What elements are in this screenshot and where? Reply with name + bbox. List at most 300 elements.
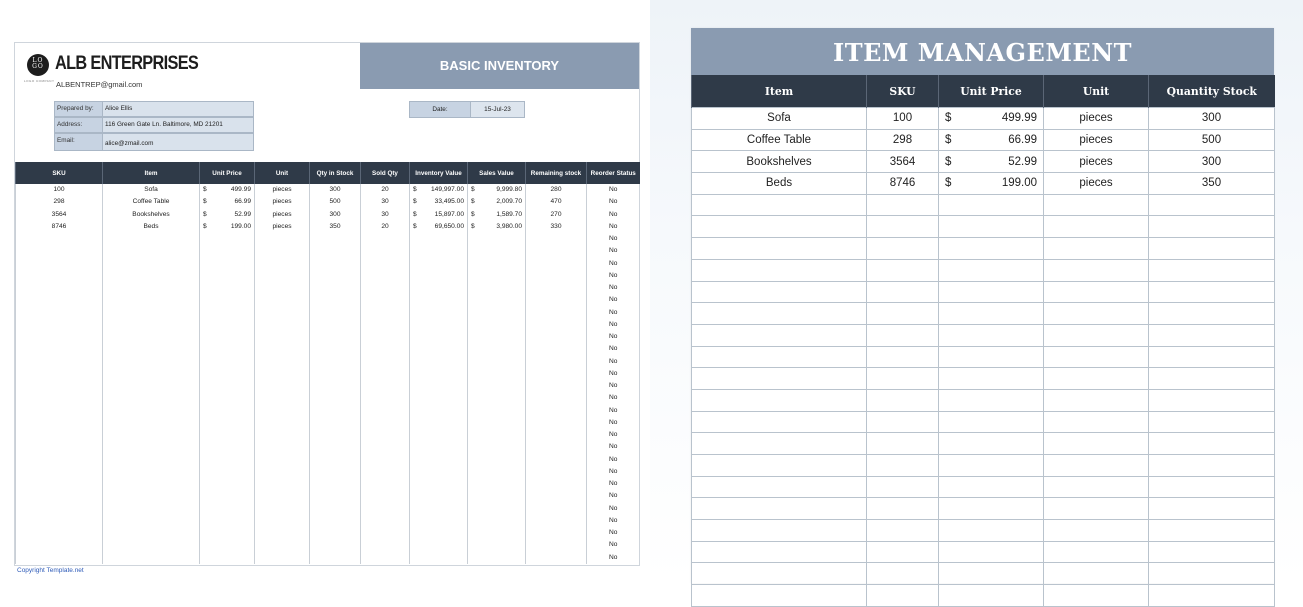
empty-cell[interactable] xyxy=(200,343,255,355)
reorder-status-cell[interactable]: No xyxy=(587,454,640,466)
empty-cell[interactable] xyxy=(103,233,200,245)
empty-cell[interactable] xyxy=(310,552,361,564)
inventory-value-cell[interactable] xyxy=(410,209,468,221)
sku-cell[interactable]: 100 xyxy=(16,184,103,196)
empty-cell[interactable] xyxy=(103,552,200,564)
reorder-status-cell[interactable]: No xyxy=(587,245,640,257)
empty-cell[interactable] xyxy=(867,389,939,411)
empty-cell[interactable] xyxy=(103,503,200,515)
empty-cell[interactable] xyxy=(1044,541,1149,563)
empty-cell[interactable] xyxy=(103,282,200,294)
reorder-status-cell[interactable]: No xyxy=(587,196,640,208)
empty-cell[interactable] xyxy=(16,368,103,380)
empty-cell[interactable] xyxy=(410,417,468,429)
empty-cell[interactable] xyxy=(867,433,939,455)
empty-cell[interactable] xyxy=(410,331,468,343)
empty-cell[interactable] xyxy=(1149,281,1275,303)
empty-cell[interactable] xyxy=(1044,194,1149,216)
empty-cell[interactable] xyxy=(526,478,587,490)
empty-cell[interactable] xyxy=(410,294,468,306)
remaining-stock-cell[interactable]: 280 xyxy=(526,184,587,196)
empty-cell[interactable] xyxy=(692,259,867,281)
empty-cell[interactable] xyxy=(939,368,1044,390)
empty-cell[interactable] xyxy=(526,527,587,539)
empty-cell[interactable] xyxy=(1149,411,1275,433)
empty-cell[interactable] xyxy=(1149,389,1275,411)
empty-cell[interactable] xyxy=(1149,368,1275,390)
reorder-status-cell[interactable]: No xyxy=(587,282,640,294)
empty-cell[interactable] xyxy=(410,503,468,515)
empty-cell[interactable] xyxy=(200,380,255,392)
reorder-status-cell[interactable]: No xyxy=(587,331,640,343)
empty-cell[interactable] xyxy=(867,541,939,563)
empty-cell[interactable] xyxy=(200,356,255,368)
empty-cell[interactable] xyxy=(410,307,468,319)
empty-cell[interactable] xyxy=(200,270,255,282)
empty-cell[interactable] xyxy=(255,245,310,257)
empty-cell[interactable] xyxy=(255,343,310,355)
empty-cell[interactable] xyxy=(867,259,939,281)
empty-cell[interactable] xyxy=(468,270,526,282)
reorder-status-cell[interactable]: No xyxy=(587,466,640,478)
empty-cell[interactable] xyxy=(410,319,468,331)
empty-cell[interactable] xyxy=(200,368,255,380)
empty-cell[interactable] xyxy=(103,343,200,355)
empty-cell[interactable] xyxy=(310,503,361,515)
empty-cell[interactable] xyxy=(255,270,310,282)
empty-cell[interactable] xyxy=(255,539,310,551)
empty-cell[interactable] xyxy=(410,270,468,282)
empty-cell[interactable] xyxy=(410,392,468,404)
empty-cell[interactable] xyxy=(16,392,103,404)
sales-value-cell[interactable] xyxy=(468,184,526,196)
empty-cell[interactable] xyxy=(692,563,867,585)
reorder-status-cell[interactable]: No xyxy=(587,209,640,221)
empty-cell[interactable] xyxy=(310,515,361,527)
empty-cell[interactable] xyxy=(468,527,526,539)
empty-cell[interactable] xyxy=(410,405,468,417)
empty-cell[interactable] xyxy=(1149,259,1275,281)
empty-cell[interactable] xyxy=(410,490,468,502)
empty-cell[interactable] xyxy=(103,307,200,319)
empty-cell[interactable] xyxy=(867,411,939,433)
empty-cell[interactable] xyxy=(310,466,361,478)
empty-cell[interactable] xyxy=(255,454,310,466)
empty-cell[interactable] xyxy=(103,368,200,380)
empty-cell[interactable] xyxy=(468,417,526,429)
unit-cell[interactable]: pieces xyxy=(255,209,310,221)
sku-cell[interactable]: 3564 xyxy=(16,209,103,221)
quantity-stock-cell[interactable]: 300 xyxy=(1149,151,1275,173)
empty-cell[interactable] xyxy=(200,552,255,564)
empty-cell[interactable] xyxy=(16,478,103,490)
unit-price-cell[interactable] xyxy=(200,184,255,196)
empty-cell[interactable] xyxy=(361,356,410,368)
empty-cell[interactable] xyxy=(200,417,255,429)
empty-cell[interactable] xyxy=(526,307,587,319)
email-value[interactable]: alice@zmail.com xyxy=(103,133,254,151)
empty-cell[interactable] xyxy=(939,346,1044,368)
reorder-status-cell[interactable]: No xyxy=(587,417,640,429)
reorder-status-cell[interactable]: No xyxy=(587,307,640,319)
sales-value-cell[interactable] xyxy=(468,196,526,208)
empty-cell[interactable] xyxy=(310,405,361,417)
empty-cell[interactable] xyxy=(526,441,587,453)
empty-cell[interactable] xyxy=(410,343,468,355)
empty-cell[interactable] xyxy=(16,356,103,368)
empty-cell[interactable] xyxy=(410,478,468,490)
unit-price-cell[interactable] xyxy=(939,108,1044,130)
empty-cell[interactable] xyxy=(1149,303,1275,325)
empty-cell[interactable] xyxy=(1044,433,1149,455)
empty-cell[interactable] xyxy=(867,563,939,585)
unit-cell[interactable]: pieces xyxy=(1044,151,1149,173)
empty-cell[interactable] xyxy=(468,343,526,355)
empty-cell[interactable] xyxy=(361,429,410,441)
empty-cell[interactable] xyxy=(692,194,867,216)
reorder-status-cell[interactable]: No xyxy=(587,380,640,392)
empty-cell[interactable] xyxy=(310,307,361,319)
empty-cell[interactable] xyxy=(1149,324,1275,346)
empty-cell[interactable] xyxy=(526,233,587,245)
empty-cell[interactable] xyxy=(310,343,361,355)
empty-cell[interactable] xyxy=(310,527,361,539)
empty-cell[interactable] xyxy=(16,490,103,502)
empty-cell[interactable] xyxy=(526,331,587,343)
empty-cell[interactable] xyxy=(692,541,867,563)
empty-cell[interactable] xyxy=(255,429,310,441)
empty-cell[interactable] xyxy=(361,515,410,527)
reorder-status-cell[interactable]: No xyxy=(587,356,640,368)
empty-cell[interactable] xyxy=(410,282,468,294)
empty-cell[interactable] xyxy=(939,498,1044,520)
empty-cell[interactable] xyxy=(468,392,526,404)
empty-cell[interactable] xyxy=(1149,238,1275,260)
empty-cell[interactable] xyxy=(361,392,410,404)
empty-cell[interactable] xyxy=(410,380,468,392)
unit-price-cell[interactable] xyxy=(939,151,1044,173)
empty-cell[interactable] xyxy=(939,216,1044,238)
empty-cell[interactable] xyxy=(468,368,526,380)
empty-cell[interactable] xyxy=(939,411,1044,433)
empty-cell[interactable] xyxy=(16,515,103,527)
empty-cell[interactable] xyxy=(1044,216,1149,238)
empty-cell[interactable] xyxy=(1044,455,1149,477)
empty-cell[interactable] xyxy=(200,282,255,294)
empty-cell[interactable] xyxy=(310,258,361,270)
empty-cell[interactable] xyxy=(16,503,103,515)
empty-cell[interactable] xyxy=(867,281,939,303)
unit-cell[interactable]: pieces xyxy=(255,221,310,233)
empty-cell[interactable] xyxy=(255,466,310,478)
empty-cell[interactable] xyxy=(200,503,255,515)
empty-cell[interactable] xyxy=(103,331,200,343)
empty-cell[interactable] xyxy=(361,454,410,466)
empty-cell[interactable] xyxy=(255,503,310,515)
item-cell[interactable]: Coffee Table xyxy=(692,129,867,151)
empty-cell[interactable] xyxy=(867,476,939,498)
empty-cell[interactable] xyxy=(939,455,1044,477)
empty-cell[interactable] xyxy=(361,405,410,417)
item-cell[interactable]: Sofa xyxy=(103,184,200,196)
empty-cell[interactable] xyxy=(468,233,526,245)
qty-cell[interactable]: 350 xyxy=(310,221,361,233)
empty-cell[interactable] xyxy=(692,238,867,260)
empty-cell[interactable] xyxy=(361,258,410,270)
empty-cell[interactable] xyxy=(361,319,410,331)
empty-cell[interactable] xyxy=(526,392,587,404)
empty-cell[interactable] xyxy=(16,258,103,270)
empty-cell[interactable] xyxy=(867,520,939,542)
reorder-status-cell[interactable]: No xyxy=(587,221,640,233)
reorder-status-cell[interactable]: No xyxy=(587,527,640,539)
quantity-stock-cell[interactable]: 500 xyxy=(1149,129,1275,151)
empty-cell[interactable] xyxy=(103,527,200,539)
empty-cell[interactable] xyxy=(310,282,361,294)
empty-cell[interactable] xyxy=(939,389,1044,411)
empty-cell[interactable] xyxy=(526,319,587,331)
empty-cell[interactable] xyxy=(526,503,587,515)
inventory-value-cell[interactable] xyxy=(410,184,468,196)
empty-cell[interactable] xyxy=(692,476,867,498)
sku-cell[interactable]: 298 xyxy=(16,196,103,208)
empty-cell[interactable] xyxy=(255,527,310,539)
empty-cell[interactable] xyxy=(939,324,1044,346)
item-cell[interactable]: Sofa xyxy=(692,108,867,130)
empty-cell[interactable] xyxy=(410,527,468,539)
empty-cell[interactable] xyxy=(867,455,939,477)
empty-cell[interactable] xyxy=(255,294,310,306)
inventory-value-cell[interactable] xyxy=(410,221,468,233)
empty-cell[interactable] xyxy=(310,356,361,368)
empty-cell[interactable] xyxy=(1044,389,1149,411)
empty-cell[interactable] xyxy=(867,346,939,368)
empty-cell[interactable] xyxy=(867,194,939,216)
empty-cell[interactable] xyxy=(255,441,310,453)
quantity-stock-cell[interactable]: 300 xyxy=(1149,108,1275,130)
sku-cell[interactable]: 100 xyxy=(867,108,939,130)
remaining-stock-cell[interactable]: 270 xyxy=(526,209,587,221)
empty-cell[interactable] xyxy=(468,466,526,478)
empty-cell[interactable] xyxy=(468,539,526,551)
empty-cell[interactable] xyxy=(103,405,200,417)
empty-cell[interactable] xyxy=(200,454,255,466)
empty-cell[interactable] xyxy=(103,392,200,404)
empty-cell[interactable] xyxy=(867,238,939,260)
empty-cell[interactable] xyxy=(1044,585,1149,607)
empty-cell[interactable] xyxy=(255,356,310,368)
empty-cell[interactable] xyxy=(468,478,526,490)
empty-cell[interactable] xyxy=(867,498,939,520)
empty-cell[interactable] xyxy=(255,319,310,331)
unit-cell[interactable]: pieces xyxy=(1044,173,1149,195)
empty-cell[interactable] xyxy=(103,515,200,527)
unit-price-cell[interactable] xyxy=(939,173,1044,195)
empty-cell[interactable] xyxy=(16,441,103,453)
date-value[interactable]: 15-Jul-23 xyxy=(471,101,525,118)
empty-cell[interactable] xyxy=(200,441,255,453)
empty-cell[interactable] xyxy=(255,478,310,490)
empty-cell[interactable] xyxy=(361,503,410,515)
reorder-status-cell[interactable]: No xyxy=(587,319,640,331)
reorder-status-cell[interactable]: No xyxy=(587,233,640,245)
empty-cell[interactable] xyxy=(468,356,526,368)
empty-cell[interactable] xyxy=(255,417,310,429)
empty-cell[interactable] xyxy=(200,429,255,441)
empty-cell[interactable] xyxy=(692,368,867,390)
empty-cell[interactable] xyxy=(410,429,468,441)
empty-cell[interactable] xyxy=(468,552,526,564)
empty-cell[interactable] xyxy=(526,380,587,392)
empty-cell[interactable] xyxy=(1149,476,1275,498)
reorder-status-cell[interactable]: No xyxy=(587,490,640,502)
empty-cell[interactable] xyxy=(255,282,310,294)
empty-cell[interactable] xyxy=(16,282,103,294)
empty-cell[interactable] xyxy=(103,466,200,478)
qty-cell[interactable]: 500 xyxy=(310,196,361,208)
item-cell[interactable]: Bookshelves xyxy=(692,151,867,173)
empty-cell[interactable] xyxy=(200,331,255,343)
empty-cell[interactable] xyxy=(103,270,200,282)
sku-cell[interactable]: 3564 xyxy=(867,151,939,173)
reorder-status-cell[interactable]: No xyxy=(587,539,640,551)
empty-cell[interactable] xyxy=(468,454,526,466)
empty-cell[interactable] xyxy=(468,503,526,515)
item-cell[interactable]: Coffee Table xyxy=(103,196,200,208)
empty-cell[interactable] xyxy=(1044,303,1149,325)
empty-cell[interactable] xyxy=(1044,498,1149,520)
empty-cell[interactable] xyxy=(1149,194,1275,216)
empty-cell[interactable] xyxy=(361,539,410,551)
empty-cell[interactable] xyxy=(16,417,103,429)
empty-cell[interactable] xyxy=(468,294,526,306)
empty-cell[interactable] xyxy=(16,527,103,539)
empty-cell[interactable] xyxy=(468,429,526,441)
empty-cell[interactable] xyxy=(526,466,587,478)
unit-cell[interactable]: pieces xyxy=(255,196,310,208)
empty-cell[interactable] xyxy=(526,245,587,257)
address-value[interactable]: 116 Green Gate Ln. Baltimore, MD 21201 xyxy=(103,117,254,133)
unit-price-cell[interactable] xyxy=(200,209,255,221)
item-cell[interactable]: Bookshelves xyxy=(103,209,200,221)
reorder-status-cell[interactable]: No xyxy=(587,405,640,417)
empty-cell[interactable] xyxy=(103,245,200,257)
unit-price-cell[interactable] xyxy=(939,129,1044,151)
empty-cell[interactable] xyxy=(310,294,361,306)
empty-cell[interactable] xyxy=(310,380,361,392)
empty-cell[interactable] xyxy=(692,411,867,433)
empty-cell[interactable] xyxy=(361,233,410,245)
reorder-status-cell[interactable]: No xyxy=(587,270,640,282)
empty-cell[interactable] xyxy=(410,356,468,368)
empty-cell[interactable] xyxy=(361,245,410,257)
empty-cell[interactable] xyxy=(103,294,200,306)
qty-cell[interactable]: 300 xyxy=(310,184,361,196)
empty-cell[interactable] xyxy=(200,527,255,539)
empty-cell[interactable] xyxy=(16,343,103,355)
empty-cell[interactable] xyxy=(939,259,1044,281)
empty-cell[interactable] xyxy=(200,466,255,478)
empty-cell[interactable] xyxy=(103,380,200,392)
empty-cell[interactable] xyxy=(410,539,468,551)
empty-cell[interactable] xyxy=(361,527,410,539)
unit-price-cell[interactable] xyxy=(200,196,255,208)
reorder-status-cell[interactable]: No xyxy=(587,429,640,441)
empty-cell[interactable] xyxy=(1044,411,1149,433)
empty-cell[interactable] xyxy=(200,490,255,502)
empty-cell[interactable] xyxy=(310,417,361,429)
sales-value-cell[interactable] xyxy=(468,221,526,233)
empty-cell[interactable] xyxy=(526,343,587,355)
empty-cell[interactable] xyxy=(16,233,103,245)
qty-cell[interactable]: 300 xyxy=(310,209,361,221)
empty-cell[interactable] xyxy=(200,539,255,551)
empty-cell[interactable] xyxy=(1149,563,1275,585)
unit-cell[interactable]: pieces xyxy=(1044,108,1149,130)
empty-cell[interactable] xyxy=(16,270,103,282)
empty-cell[interactable] xyxy=(692,433,867,455)
empty-cell[interactable] xyxy=(103,258,200,270)
empty-cell[interactable] xyxy=(939,281,1044,303)
empty-cell[interactable] xyxy=(1044,563,1149,585)
empty-cell[interactable] xyxy=(1044,324,1149,346)
reorder-status-cell[interactable]: No xyxy=(587,184,640,196)
empty-cell[interactable] xyxy=(103,490,200,502)
empty-cell[interactable] xyxy=(310,490,361,502)
empty-cell[interactable] xyxy=(526,368,587,380)
empty-cell[interactable] xyxy=(361,380,410,392)
empty-cell[interactable] xyxy=(468,307,526,319)
empty-cell[interactable] xyxy=(692,389,867,411)
empty-cell[interactable] xyxy=(310,319,361,331)
empty-cell[interactable] xyxy=(1044,281,1149,303)
empty-cell[interactable] xyxy=(526,405,587,417)
empty-cell[interactable] xyxy=(410,454,468,466)
reorder-status-cell[interactable]: No xyxy=(587,515,640,527)
empty-cell[interactable] xyxy=(526,552,587,564)
empty-cell[interactable] xyxy=(692,585,867,607)
empty-cell[interactable] xyxy=(526,490,587,502)
empty-cell[interactable] xyxy=(16,307,103,319)
empty-cell[interactable] xyxy=(255,552,310,564)
empty-cell[interactable] xyxy=(1149,455,1275,477)
empty-cell[interactable] xyxy=(310,270,361,282)
empty-cell[interactable] xyxy=(468,490,526,502)
empty-cell[interactable] xyxy=(410,245,468,257)
sku-cell[interactable]: 8746 xyxy=(16,221,103,233)
empty-cell[interactable] xyxy=(255,307,310,319)
empty-cell[interactable] xyxy=(361,294,410,306)
empty-cell[interactable] xyxy=(255,405,310,417)
empty-cell[interactable] xyxy=(468,380,526,392)
sold-qty-cell[interactable]: 30 xyxy=(361,209,410,221)
empty-cell[interactable] xyxy=(1149,585,1275,607)
empty-cell[interactable] xyxy=(526,429,587,441)
empty-cell[interactable] xyxy=(1149,346,1275,368)
empty-cell[interactable] xyxy=(361,307,410,319)
empty-cell[interactable] xyxy=(103,417,200,429)
empty-cell[interactable] xyxy=(1044,368,1149,390)
empty-cell[interactable] xyxy=(692,324,867,346)
empty-cell[interactable] xyxy=(1149,498,1275,520)
empty-cell[interactable] xyxy=(103,429,200,441)
empty-cell[interactable] xyxy=(361,478,410,490)
empty-cell[interactable] xyxy=(200,245,255,257)
empty-cell[interactable] xyxy=(16,319,103,331)
empty-cell[interactable] xyxy=(361,466,410,478)
empty-cell[interactable] xyxy=(1044,259,1149,281)
prepared-value[interactable]: Alice Ellis xyxy=(103,101,254,117)
